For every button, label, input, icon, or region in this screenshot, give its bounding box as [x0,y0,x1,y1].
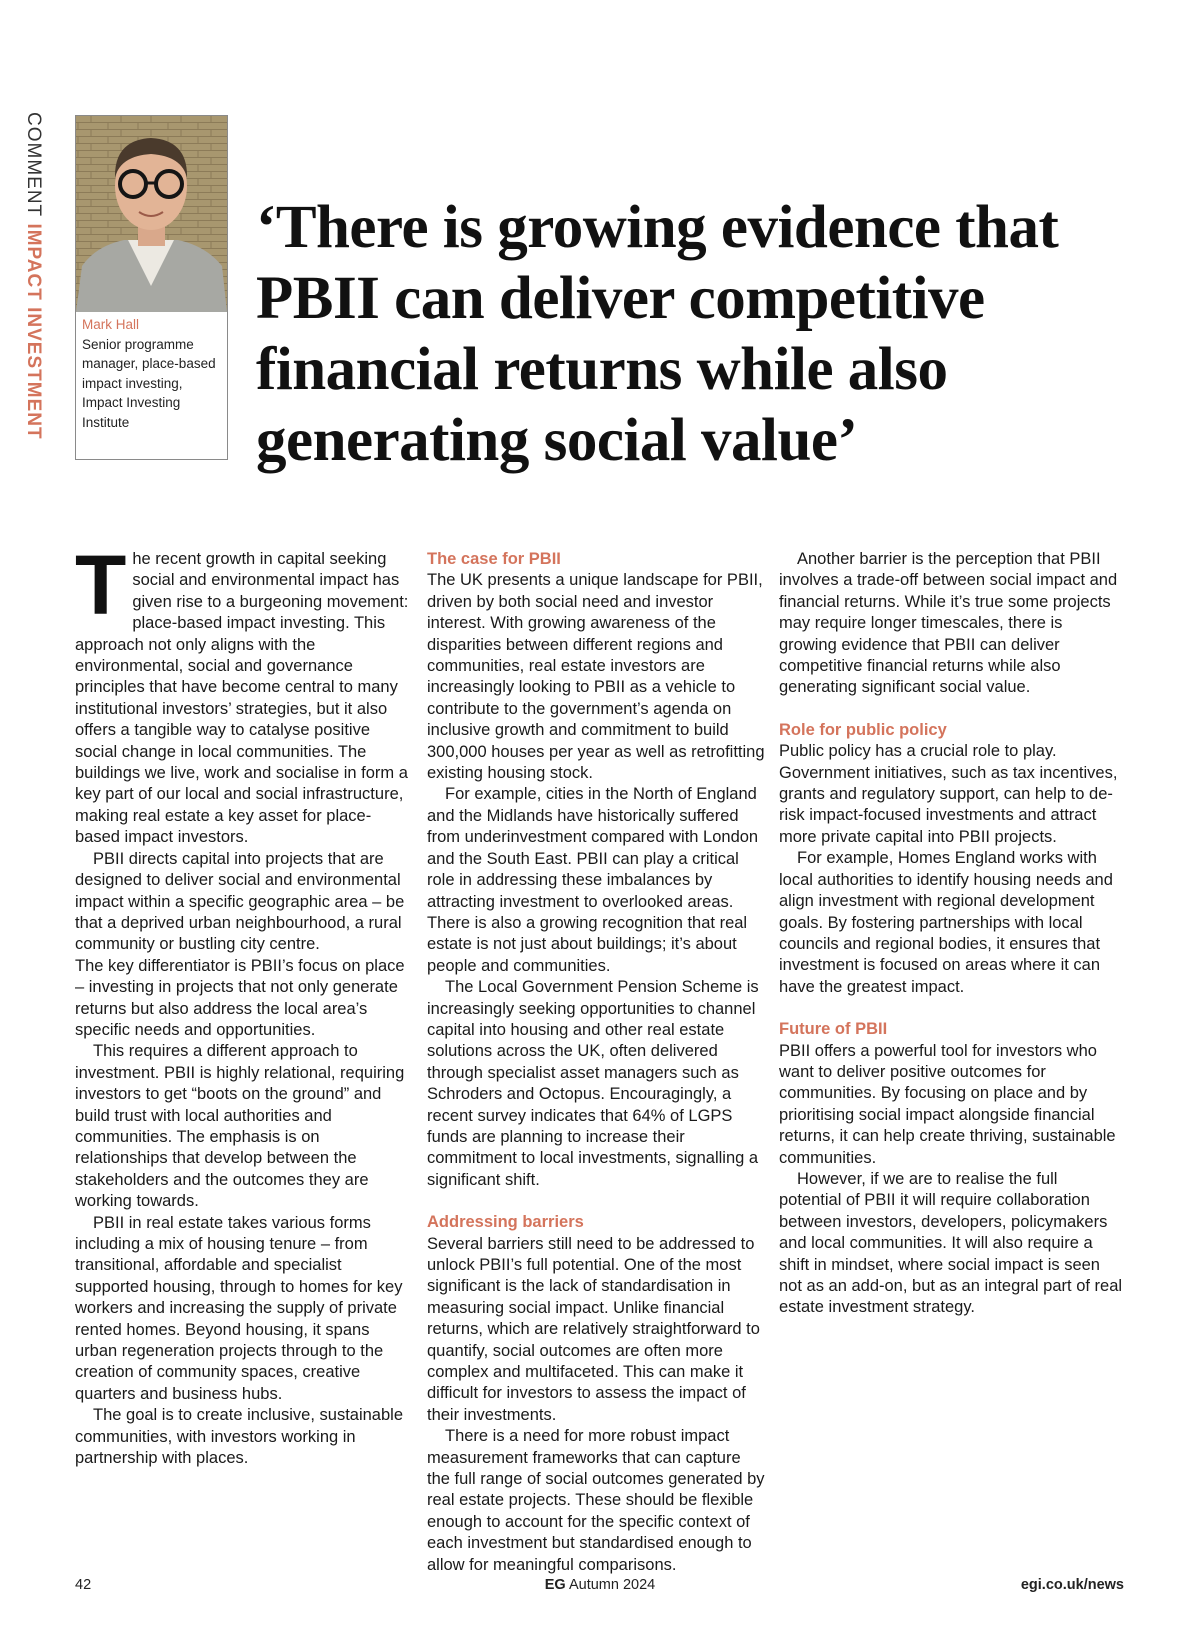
paragraph: For example, Homes England works with local authorities to identify housing needs and align investment with regional development goals. By fostering partnerships with local councils and regional bodies, it ensures that investment is focused on areas where it can have the greatest impact. [779,849,1113,996]
section-label-comment: COMMENT [23,112,44,218]
article-column-3 [779,549,1124,1319]
paragraph: The key differentiator is PBII’s focus on place – investing in projects that not only generate returns but also address the local area’s specific needs and opportunities. [75,956,405,1039]
section-label [22,112,44,440]
paragraph: Several barriers still need to be addressed to unlock PBII’s full potential. One of the most significant is the lack of standardisation in measuring social impact. Unlike financial returns, which are relatively straightforward to quantify, social outcomes are often more complex and multifaceted. This can make it difficult for investors to assess the impact of their investments. [427,1234,760,1424]
subheading-policy: Role for public policy [779,720,947,739]
website-link[interactable]: egi.co.uk/news [1020,1577,1124,1593]
author-photo-illustration [76,116,227,312]
issue-date: Autumn 2024 [568,1577,656,1593]
paragraph: PBII directs capital into projects that are designed to deliver social and environmental impact within a specific geographic area – be that a deprived urban neighbourhood, a rural community or bustling city centre. [75,849,405,954]
section-label-category: IMPACT INVESTMENT [23,223,44,440]
paragraph: However, if we are to realise the full potential of PBII it will require collaboration between investors, developers, policymakers and local communities. It will also require a shift in mindset, where social impact is seen not as an add-on, but as an integral part of real estate investment strategy. [779,1169,1123,1317]
paragraph: There is a need for more robust impact measurement frameworks that can capture the full range of social outcomes generated by real estate projects. These should be flexible enough to account for the specific context of each investment but standardised enough to allow for meaningful comparisons. [427,1427,765,1574]
paragraph: The goal is to create inclusive, sustainable communities, with investors working in partnership with places. [75,1406,404,1468]
paragraph: PBII in real estate takes various forms including a mix of housing tenure – from transitional, affordable and specialist supported housing, through to homes for key workers and increasing the supply of private rented homes. Beyond housing, it spans urban regeneration projects through to the creation of community spaces, creative quarters and business hubs. [75,1213,403,1403]
article-column-1 [75,538,415,1469]
article-column-2 [427,549,767,1576]
paragraph: The UK presents a unique landscape for PBII, driven by both social need and investor interest. With growing awareness of the disparities between different regions and communities, real estate investors are increasingly looking to PBII as a vehicle to contribute to the government’s agenda on inclusive growth and commitment to build 300,000 houses per year as well as retrofitting existing housing stock. [427,571,765,783]
paragraph: Public policy has a crucial role to play. Government initiatives, such as tax incentives, grants and regulatory support, can help to de-risk impact-focused investments and attract more private capital into PBII projects. [779,742,1118,846]
author-portrait [76,116,227,312]
headline: ‘There is growing evidence that PBII can deliver competitive financial returns while also generating social value’ [256,194,1059,474]
paragraph: Another barrier is the perception that PBII involves a trade-off between social impact and financial returns. While it’s true some projects may require longer timescales, there is growing evidence that PBII can deliver competitive financial returns while also generating significant social value. [779,550,1118,697]
page-number: 42 [75,1577,92,1593]
paragraph: For example, cities in the North of England and the Midlands have historically suffered from underinvestment compared with London and the South East. PBII can play a critical role in addressing these imbalances by attracting investment to overlooked areas. There is also a growing recognition that real estate is not just about buildings; it’s about people and communities. [427,785,759,975]
paragraph: This requires a different approach to investment. PBII is highly relational, requiring investors to get “boots on the ground” and build trust with local authorities and communities. The emphasis is on relationships that develop between the stakeholders and the outcomes they are working towards. [75,1042,405,1211]
author-box [75,115,228,460]
subheading-barriers: Addressing barriers [427,1213,584,1232]
paragraph: PBII offers a powerful tool for investors who want to deliver positive outcomes for communities. By focusing on place and by prioritising social impact alongside financial returns, it can help create thriving, sustainable communities. [779,1041,1116,1167]
author-role: Senior programme manager, place-based impact investing, Impact Investing Institute [82,336,216,430]
intro-paragraph [75,538,415,849]
intro-text: he recent growth in capital seeking social and environmental impact has given rise to a burgeoning movement: place-based impact investing. This approach not only aligns with the environmental, social and governance principles that have become central to many institutional investors’ strategies, but it also offers a tangible way to catalyse positive social change in local communities. The buildings we live, work and socialise in form a key part of our local and social infrastructure, making real estate a key asset for place-based impact investors. [75,550,409,847]
subheading-case: The case for PBII [427,550,561,568]
publication-name: EG [544,1577,566,1593]
author-name: Mark Hall [82,317,140,332]
subheading-future: Future of PBII [779,1020,888,1039]
author-caption [82,315,224,432]
paragraph: The Local Government Pension Scheme is increasingly seeking opportunities to channel capital into housing and other real estate solutions across the UK, often delivered through specialist asset managers such as Schroders and Octopus. Encouragingly, a recent survey indicates that 64% of LGPS funds are planning to increase their commitment to local investments, signalling a significant shift. [427,978,759,1189]
drop-cap: T [75,538,127,632]
